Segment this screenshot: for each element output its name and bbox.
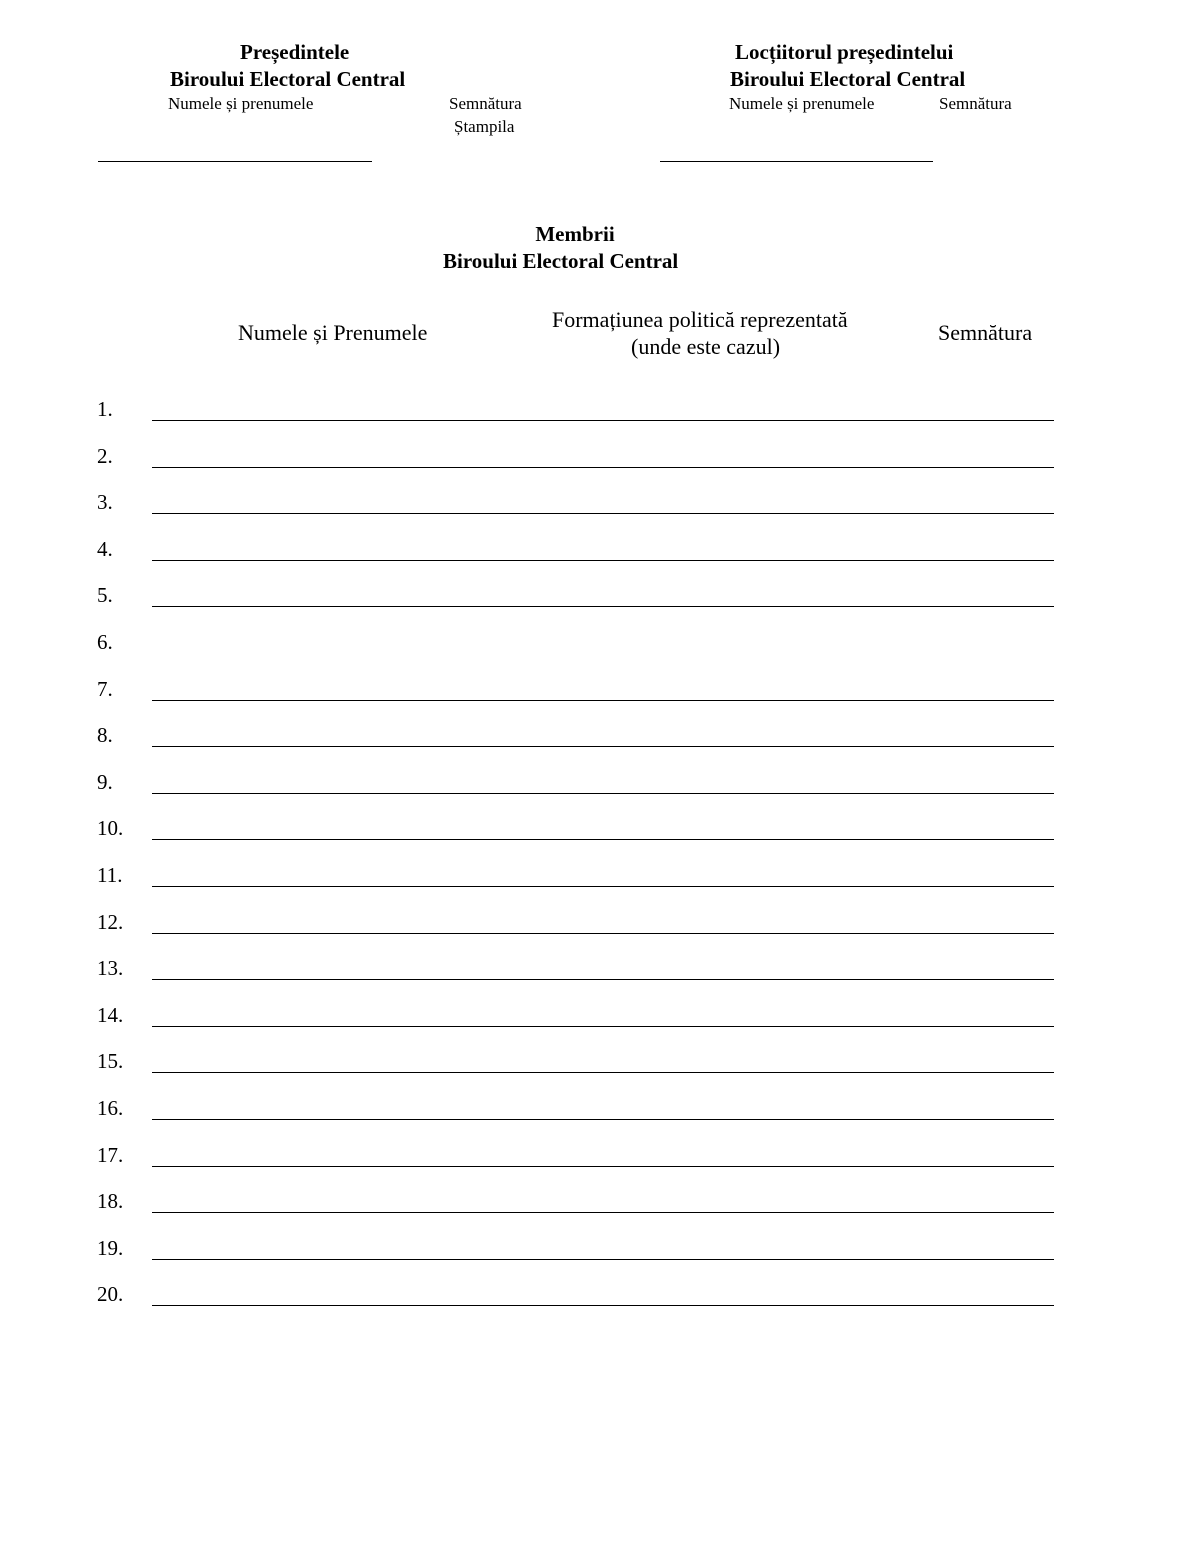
row-number: 19.: [97, 1236, 124, 1260]
president-name-label: Numele și prenumele: [168, 94, 314, 113]
row-number: 2.: [97, 444, 113, 468]
row-number: 11.: [97, 863, 123, 887]
president-stamp-label: Ștampila: [454, 117, 515, 136]
president-title: Președintele: [240, 40, 350, 64]
row-entry-line[interactable]: [152, 1305, 1054, 1306]
vice-president-signature-label: Semnătura: [939, 94, 1012, 113]
row-entry-line[interactable]: [152, 746, 1054, 747]
row-entry-line[interactable]: [152, 1166, 1054, 1167]
row-entry-line[interactable]: [152, 839, 1054, 840]
row-number: 20.: [97, 1282, 124, 1306]
row-entry-line[interactable]: [152, 793, 1054, 794]
row-entry-line[interactable]: [152, 700, 1054, 701]
row-entry-line[interactable]: [152, 1212, 1054, 1213]
row-number: 17.: [97, 1143, 124, 1167]
column-header-name: Numele și Prenumele: [238, 320, 428, 345]
president-signature-label: Semnătura: [449, 94, 522, 113]
row-number: 18.: [97, 1189, 124, 1213]
row-number: 1.: [97, 397, 113, 421]
row-number: 3.: [97, 490, 113, 514]
row-number: 7.: [97, 677, 113, 701]
vice-president-subtitle: Biroului Electoral Central: [730, 67, 966, 91]
column-header-party-note: (unde este cazul): [631, 334, 781, 359]
row-entry-line[interactable]: [152, 1072, 1054, 1073]
row-entry-line[interactable]: [152, 1119, 1054, 1120]
members-subheading: Biroului Electoral Central: [443, 249, 679, 273]
vice-president-signature-line[interactable]: [660, 161, 933, 162]
row-number: 14.: [97, 1003, 124, 1027]
vice-president-name-label: Numele și prenumele: [729, 94, 875, 113]
row-number: 15.: [97, 1049, 124, 1073]
row-number: 13.: [97, 956, 124, 980]
row-entry-line[interactable]: [152, 420, 1054, 421]
row-number: 5.: [97, 583, 113, 607]
row-entry-line[interactable]: [152, 467, 1054, 468]
row-number: 9.: [97, 770, 113, 794]
row-entry-line[interactable]: [152, 1259, 1054, 1260]
president-signature-line[interactable]: [98, 161, 372, 162]
row-number: 8.: [97, 723, 113, 747]
row-entry-line[interactable]: [152, 513, 1054, 514]
row-entry-line[interactable]: [152, 1026, 1054, 1027]
row-number: 12.: [97, 910, 124, 934]
row-entry-line[interactable]: [152, 606, 1054, 607]
row-number: 16.: [97, 1096, 124, 1120]
row-number: 6.: [97, 630, 113, 654]
column-header-signature: Semnătura: [938, 320, 1033, 345]
president-subtitle: Biroului Electoral Central: [170, 67, 406, 91]
row-number: 10.: [97, 816, 124, 840]
members-heading: Membrii: [535, 222, 615, 246]
row-entry-line[interactable]: [152, 933, 1054, 934]
row-entry-line[interactable]: [152, 560, 1054, 561]
column-header-party: Formațiunea politică reprezentată: [552, 307, 848, 332]
row-entry-line[interactable]: [152, 886, 1054, 887]
vice-president-title: Locțiitorul președintelui: [735, 40, 954, 64]
row-entry-line[interactable]: [152, 979, 1054, 980]
row-number: 4.: [97, 537, 113, 561]
